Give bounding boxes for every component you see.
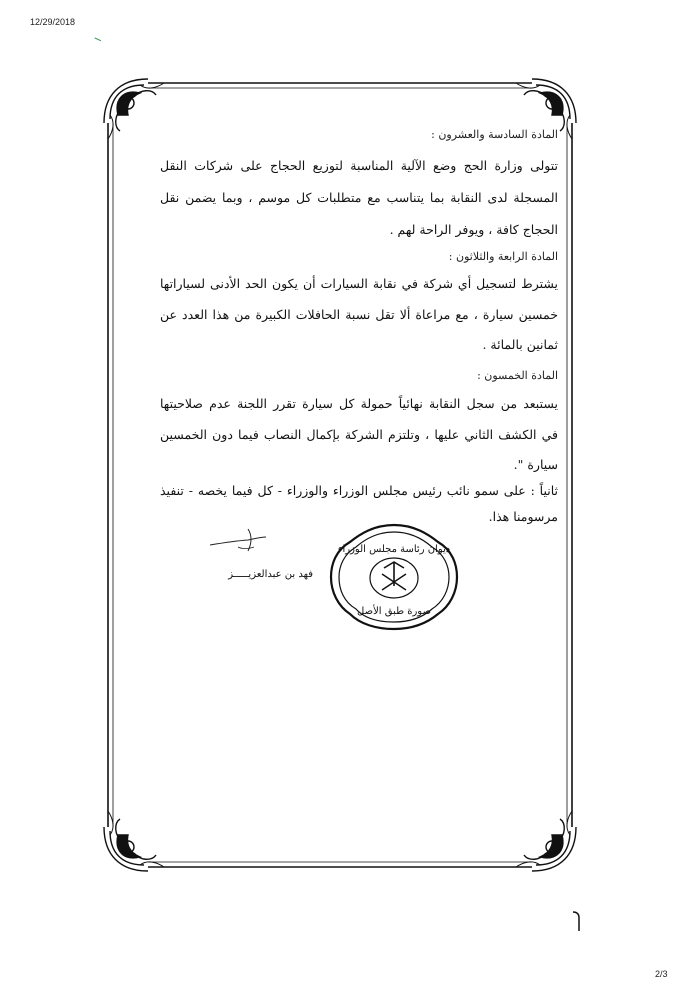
svg-text:ديوان رئاسة مجلس الوزراء: ديوان رئاسة مجلس الوزراء <box>337 544 451 555</box>
article-26-heading: المادة السادسة والعشرون : <box>431 128 558 141</box>
second-clause-line-2: مرسومنا هذا. <box>488 509 558 524</box>
article-26-line-1: تتولى وزارة الحج وضع الآلية المناسبة لتوزيع الحجاج على شركات النقل <box>160 158 558 173</box>
article-50-line-1: يستبعد من سجل النقابة نهائياً حمولة كل سيارة تقرر اللجنة عدم صلاحيتها <box>160 396 558 411</box>
official-seal-stamp <box>328 522 460 632</box>
signatory-name: فهد بن عبدالعزيـــــز <box>228 569 313 580</box>
article-26-line-3: الحجاج كافة ، ويوفر الراحة لهم . <box>389 222 558 237</box>
page-number: 2/3 <box>655 969 668 979</box>
article-34-line-3: ثمانين بالمائة . <box>482 337 558 352</box>
article-34-line-1: يشترط لتسجيل أي شركة في نقابة السيارات أن يكون الحد الأدنى لسياراتها <box>160 276 558 291</box>
green-mark-icon <box>94 35 102 42</box>
article-50-line-2: في الكشف الثاني عليها ، وتلتزم الشركة بإكمال النصاب فيما دون الخمسين <box>160 427 558 442</box>
article-34 <box>160 250 558 355</box>
article-34-line-2: خمسين سيارة ، مع مراعاة ألا تقل نسبة الحافلات الكبيرة من هذا العدد عن <box>160 307 558 322</box>
svg-text:صورة طبق الأصل: صورة طبق الأصل <box>357 606 431 617</box>
article-34-heading: المادة الرابعة والثلاثون : <box>448 250 558 263</box>
article-50 <box>160 369 558 474</box>
print-date: 12/29/2018 <box>30 17 76 27</box>
second-clause-line-1: ثانياً : على سمو نائب رئيس مجلس الوزراء والوزراء - كل فيما يخصه - تنفيذ <box>160 483 558 498</box>
margin-mark <box>571 910 581 932</box>
article-50-heading: المادة الخمسون : <box>477 369 558 382</box>
article-26 <box>160 128 558 248</box>
handwritten-signature <box>208 525 270 553</box>
article-50-line-3: سيارة ". <box>513 457 558 472</box>
article-26-line-2: المسجلة لدى النقابة بما يتناسب مع متطلبات كل موسم ، وبما يضمن نقل <box>160 190 558 205</box>
